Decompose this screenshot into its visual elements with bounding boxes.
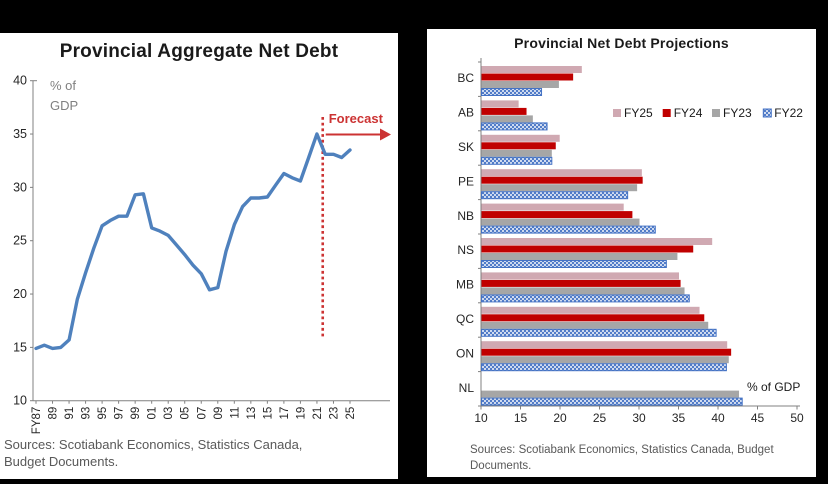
bar-qc-fy22 bbox=[482, 329, 717, 336]
category-label: SK bbox=[457, 140, 474, 154]
y-tick-label: 25 bbox=[13, 233, 27, 248]
bar-nb-fy25 bbox=[482, 204, 624, 211]
bar-chart bbox=[427, 29, 816, 477]
bar-on-fy22 bbox=[482, 364, 727, 371]
bar-sk-fy23 bbox=[482, 150, 552, 157]
value-tick-label: 15 bbox=[513, 411, 528, 425]
forecast-arrow-head bbox=[380, 129, 391, 141]
x-tick-label: 97 bbox=[113, 406, 126, 420]
y-axis-unit-note-line2: GDP bbox=[50, 98, 79, 113]
right-sources-note bbox=[470, 442, 774, 474]
y-tick-label: 15 bbox=[13, 340, 27, 355]
legend-label-fy24: FY24 bbox=[673, 106, 703, 120]
net-debt-line-series bbox=[36, 134, 350, 348]
left-sources-line2: Budget Documents. bbox=[4, 454, 119, 469]
bar-ab-fy25 bbox=[482, 100, 519, 107]
x-tick-label: 25 bbox=[344, 406, 357, 420]
legend-swatch-fy23 bbox=[712, 109, 720, 117]
y-tick-label: 40 bbox=[13, 73, 27, 88]
category-label: NB bbox=[457, 208, 474, 223]
right-chart-title: Provincial Net Debt Projections bbox=[514, 35, 729, 51]
bar-ab-fy24 bbox=[482, 108, 527, 115]
left-sources-line1: Sources: Scotiabank Economics, Statistics Canada, bbox=[4, 437, 303, 452]
left-sources-note bbox=[4, 436, 302, 470]
bar-mb-fy23 bbox=[482, 287, 685, 294]
category-label: NS bbox=[457, 243, 474, 258]
left-chart-panel bbox=[0, 33, 398, 479]
x-tick-label: 07 bbox=[196, 406, 209, 420]
bar-qc-fy25 bbox=[482, 307, 700, 314]
bar-pe-fy25 bbox=[482, 169, 642, 176]
right-sources-line1: Sources: Scotiabank Economics, Statistics Canada, Budget bbox=[470, 444, 774, 456]
y-axis-unit-note-line1: % of bbox=[50, 78, 77, 93]
legend-swatch-fy24 bbox=[663, 109, 671, 117]
bar-pe-fy24 bbox=[482, 177, 643, 184]
category-label: QC bbox=[456, 312, 474, 326]
x-tick-label: 89 bbox=[47, 406, 60, 420]
bar-ab-fy23 bbox=[482, 115, 533, 122]
bar-nb-fy22 bbox=[482, 226, 656, 233]
x-tick-label: 91 bbox=[64, 406, 77, 420]
bar-on-fy25 bbox=[482, 341, 728, 348]
x-tick-label: FY87 bbox=[31, 406, 43, 435]
forecast-label: Forecast bbox=[328, 111, 383, 126]
bar-ns-fy23 bbox=[482, 253, 678, 260]
bar-nl-fy23 bbox=[482, 391, 740, 398]
bar-nb-fy24 bbox=[482, 211, 633, 218]
bar-ns-fy24 bbox=[482, 246, 694, 253]
legend-swatch-fy25 bbox=[613, 109, 621, 117]
bar-on-fy24 bbox=[482, 349, 732, 356]
value-tick-label: 25 bbox=[592, 411, 607, 425]
bar-nl-fy22 bbox=[482, 398, 743, 405]
category-label: ON bbox=[456, 346, 474, 361]
y-tick-label: 35 bbox=[13, 127, 27, 142]
right-chart-panel bbox=[427, 29, 816, 477]
value-tick-label: 20 bbox=[553, 411, 567, 425]
legend-label-fy22: FY22 bbox=[774, 106, 803, 120]
y-tick-label: 20 bbox=[13, 287, 27, 302]
x-tick-label: 19 bbox=[295, 406, 308, 420]
bar-sk-fy25 bbox=[482, 135, 560, 142]
value-tick-label: 50 bbox=[790, 411, 804, 425]
left-chart-title: Provincial Aggregate Net Debt bbox=[59, 41, 339, 62]
bar-qc-fy23 bbox=[482, 322, 709, 329]
bar-ns-fy25 bbox=[482, 238, 713, 245]
category-label: PE bbox=[457, 174, 474, 189]
x-tick-label: 11 bbox=[229, 406, 242, 419]
unit-label: % of GDP bbox=[747, 380, 801, 394]
bar-mb-fy24 bbox=[482, 280, 681, 287]
bar-ns-fy22 bbox=[482, 261, 667, 268]
x-tick-label: 17 bbox=[278, 406, 291, 420]
y-tick-label: 10 bbox=[13, 393, 27, 408]
x-tick-label: 23 bbox=[328, 406, 341, 420]
x-tick-label: 95 bbox=[97, 406, 110, 420]
category-label: MB bbox=[456, 277, 474, 292]
bar-mb-fy22 bbox=[482, 295, 690, 302]
x-tick-label: 21 bbox=[311, 406, 324, 420]
bar-mb-fy25 bbox=[482, 272, 680, 279]
bar-on-fy23 bbox=[482, 356, 729, 363]
legend-label-fy25: FY25 bbox=[624, 106, 653, 120]
bar-bc-fy22 bbox=[482, 89, 542, 96]
bar-nb-fy23 bbox=[482, 219, 640, 226]
x-tick-label: 01 bbox=[146, 406, 159, 420]
bar-pe-fy22 bbox=[482, 192, 628, 199]
value-tick-label: 35 bbox=[671, 411, 686, 425]
bar-sk-fy22 bbox=[482, 157, 552, 164]
bar-bc-fy24 bbox=[482, 74, 574, 81]
bar-ab-fy22 bbox=[482, 123, 548, 130]
bar-sk-fy24 bbox=[482, 142, 556, 149]
value-tick-label: 45 bbox=[750, 411, 765, 425]
x-tick-label: 99 bbox=[130, 406, 143, 420]
bar-pe-fy23 bbox=[482, 184, 638, 191]
bar-bc-fy23 bbox=[482, 81, 559, 88]
bar-bc-fy25 bbox=[482, 66, 582, 73]
x-tick-label: 09 bbox=[212, 406, 225, 420]
legend-swatch-fy22 bbox=[763, 109, 771, 117]
x-tick-label: 93 bbox=[80, 406, 93, 420]
legend-label-fy23: FY23 bbox=[723, 106, 752, 120]
x-tick-label: 05 bbox=[179, 406, 192, 420]
value-tick-label: 40 bbox=[711, 411, 725, 425]
x-tick-label: 03 bbox=[163, 406, 176, 420]
right-sources-line2: Documents. bbox=[470, 460, 532, 472]
category-label: NL bbox=[458, 380, 474, 395]
category-label: BC bbox=[457, 71, 474, 86]
x-tick-label: 15 bbox=[262, 406, 275, 420]
value-tick-label: 10 bbox=[474, 411, 488, 425]
line-chart bbox=[0, 33, 398, 479]
y-tick-label: 30 bbox=[13, 180, 27, 195]
x-tick-label: 13 bbox=[245, 406, 258, 420]
value-tick-label: 30 bbox=[632, 411, 646, 425]
bar-qc-fy24 bbox=[482, 314, 705, 321]
category-label: AB bbox=[457, 105, 474, 120]
